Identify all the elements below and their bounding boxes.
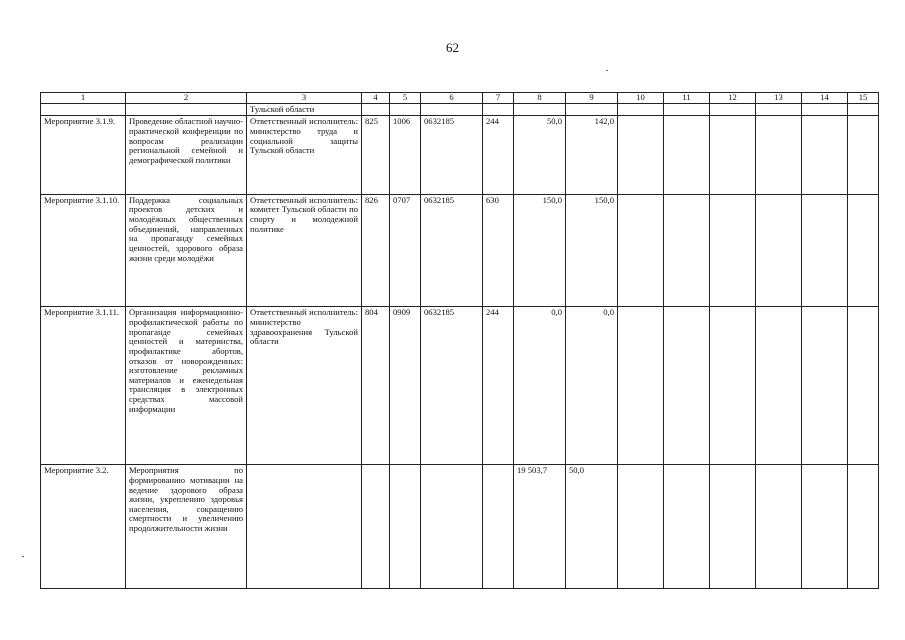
table-cell [710,194,756,307]
table-cell [710,307,756,465]
amount-cell: 150,0 [514,194,566,307]
table-cell [618,103,664,116]
code-cell: 1006 [390,116,421,194]
code-cell: 244 [483,116,514,194]
code-cell: 0632185 [421,116,483,194]
column-header: 8 [514,93,566,104]
table-cell [710,465,756,589]
table-row [41,307,879,465]
executor-cell: Тульской области [247,103,362,116]
code-cell: 0632185 [421,307,483,465]
column-header: 9 [566,93,618,104]
executor-cell: Ответственный исполнитель: министерство труда и социальной защиты Тульской области [247,116,362,194]
measure-id-cell: Мероприятие 3.2. [41,465,126,589]
table-cell [41,103,126,116]
table-cell [848,307,879,465]
code-cell [362,465,390,589]
code-cell: 0909 [390,307,421,465]
measure-id-cell: Мероприятие 3.1.10. [41,194,126,307]
table-row [41,465,879,589]
table-cell [756,103,802,116]
column-header: 10 [618,93,664,104]
code-cell [483,465,514,589]
measure-description-cell: Организация информационно-профилактической работы по пропаганде семейных ценностей и материнства, профилактике абортов, отказов от новорожденных: изготовление рекламных материалов и еженедельная трансляция в электронных средствах массовой информации [126,307,247,465]
table-cell [802,465,848,589]
column-header: 2 [126,93,247,104]
table-cell [664,103,710,116]
column-header: 4 [362,93,390,104]
table-row [41,194,879,307]
table-cell [664,194,710,307]
table-cell [664,465,710,589]
table-cell [756,116,802,194]
amount-cell: 142,0 [566,116,618,194]
table-cell [618,116,664,194]
table-cell [848,194,879,307]
column-header: 1 [41,93,126,104]
column-header: 11 [664,93,710,104]
table-cell [618,307,664,465]
column-header: 13 [756,93,802,104]
column-header: 15 [848,93,879,104]
table-cell [514,103,566,116]
code-cell [421,465,483,589]
column-header: 5 [390,93,421,104]
executor-cell: Ответственный исполнитель: министерство здравоохранения Тульской области [247,307,362,465]
table-cell [848,465,879,589]
table-cell [664,116,710,194]
column-header: 3 [247,93,362,104]
code-cell [390,465,421,589]
page-number: 62 [446,40,459,55]
budget-table [40,92,879,589]
table-cell [756,307,802,465]
table-cell [126,103,247,116]
table-cell [664,307,710,465]
code-cell: 0632185 [421,194,483,307]
amount-cell: 50,0 [566,465,618,589]
measure-id-cell: Мероприятие 3.1.9. [41,116,126,194]
table-cell [618,465,664,589]
amount-cell: 19 503,7 [514,465,566,589]
scan-speck [606,70,608,71]
measure-description-cell: Мероприятия по формированию мотивации на ведение здорового образа жизни, укреплению здоровья населения, сокращению смертности и увеличению продолжительности жизни [126,465,247,589]
column-header: 14 [802,93,848,104]
code-cell: 825 [362,116,390,194]
table-cell [848,116,879,194]
table-cell [483,103,514,116]
table-cell [848,103,879,116]
column-header: 6 [421,93,483,104]
code-cell: 244 [483,307,514,465]
measure-id-cell: Мероприятие 3.1.11. [41,307,126,465]
table-cell [756,194,802,307]
table-cell [756,465,802,589]
amount-cell: 0,0 [514,307,566,465]
code-cell: 804 [362,307,390,465]
table-cell [362,103,390,116]
amount-cell: 150,0 [566,194,618,307]
amount-cell: 0,0 [566,307,618,465]
measure-description-cell: Проведение областной научно-практической конференции по вопросам реализации региональной семейной и демографической политики [126,116,247,194]
column-number-row [41,93,879,104]
table-cell [710,116,756,194]
table-cell [710,103,756,116]
table-row [41,116,879,194]
column-header: 12 [710,93,756,104]
table-cell [421,103,483,116]
table-cell [802,194,848,307]
amount-cell: 50,0 [514,116,566,194]
code-cell: 0707 [390,194,421,307]
executor-cell [247,465,362,589]
table-cell [802,116,848,194]
measure-description-cell: Поддержка социальных проектов детских и молодёжных общественных объединений, направленных на пропаганду семейных ценностей, здорового образа жизни среди молодёжи [126,194,247,307]
code-cell: 630 [483,194,514,307]
table-cell [618,194,664,307]
scan-speck [22,556,24,557]
executor-cell: Ответственный исполнитель: комитет Тульской области по спорту и молодежной политике [247,194,362,307]
table-cell [802,307,848,465]
column-header: 7 [483,93,514,104]
code-cell: 826 [362,194,390,307]
table-cell [390,103,421,116]
table-cell [566,103,618,116]
table-cell [802,103,848,116]
continuation-row [41,103,879,116]
